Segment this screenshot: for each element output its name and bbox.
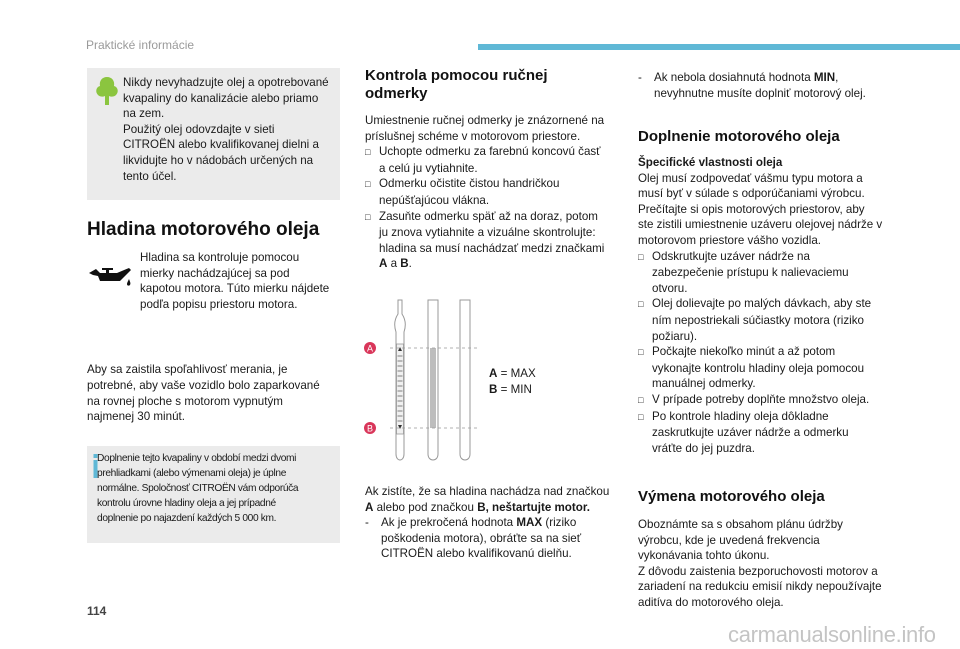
fill-step: □ Po kontrole hladiny oleja dôkladne zaskrutkujte uzáver nádrže a odmerku vráťte do jej puzdra. (638, 409, 849, 455)
marker-a-label: A (366, 343, 374, 354)
dipstick-instructions: Umiestnenie ručnej odmerky je znázornené na príslušnej schéme v motorovom priestore. □ Uchopte odmerku za farebnú koncovú časť a celú ju vytiahnite. □ Odmerku očistite čistou handričkou nepúšťajúcou vlákna. □ Zasuňte odmerku späť až na doraz, potom ju znova vytiahnite a vizuálne skontrolujte: hladina sa musí nachádzať medzi značkami A a B. (365, 114, 605, 271)
min-warning-text (638, 70, 898, 101)
dash-item: - Ak nebola dosiahnutá hodnota MIN, nevyhnutne musíte doplniť motorový olej. (638, 71, 866, 100)
dipstick-figure (360, 296, 490, 466)
fill-step: □ Odskrutkujte uzáver nádrže na zabezpečenie prístupu k nalievaciemu otvoru. (638, 249, 849, 295)
marker-b-label: B (366, 423, 374, 434)
fill-step: □ Olej dolievajte po malých dávkach, aby ste ním nepostriekali súčiastky motora (riziko požiaru). (638, 297, 872, 343)
oil-fill-instructions: Špecifické vlastnosti oleja Olej musí zodpovedať vášmu typu motora a musí byť v súlade s odporúčaniami výrobcu. Prečítajte si opis motorových priestorov, aby ste zistili umiestnenie uzáveru olejovej nádrže v motorovom priestore vášho vozidla. □ Odskrutkujte uzáver nádrže na zabezpečenie prístupu k nalievaciemu otvoru. □ Olej dolievajte po malých dávkach, aby ste ním nepostriekali súčiastky motora (riziko požiaru). □ Počkajte niekoľko minút a až potom vykonajte kontrolu hladiny oleja pomocou manuálnej odmerky. □ V prípade potreby doplňte množstvo oleja. □ Po kontrole hladiny oleja dôkladne zaskrutkujte uzáver nádrže a odmerku vráťte do jej puzdra. (638, 155, 898, 456)
bullet-icon: □ (365, 147, 371, 158)
info-note-text: Doplnenie tejto kvapaliny v období medzi dvomi prehliadkami (alebo výmenami oleja) je úplne normálne. Spoločnosť CITROËN vám odporúča kontrolu úrovne hladiny oleja a jej prípadné doplnenie po najazdení každých 5 000 km. (97, 453, 299, 524)
bullet-icon: □ (638, 394, 644, 405)
oil-level-heading: Hladina motorového oleja (87, 219, 320, 240)
dash-item: - Ak je prekročená hodnota MAX (riziko poškodenia motora), obráťte sa na sieť CITROËN alebo kvalifikovanú dielňu. (365, 516, 582, 561)
bullet-icon: □ (365, 179, 371, 190)
measurement-conditions-text: Aby sa zaistila spoľahlivosť merania, je potrebné, aby vaše vozidlo bolo zaparkované na rovnej ploche s motorom vypnutým najmenej 30 minút. (87, 363, 320, 424)
eco-leaf-icon (95, 76, 119, 106)
oil-fill-heading: Doplnenie motorového oleja (638, 128, 840, 145)
bullet-icon: □ (638, 251, 644, 262)
dipstick-result-text: Ak zistíte, že sa hladina nachádza nad značkou A alebo pod značkou B, neštartujte motor. - Ak je prekročená hodnota MAX (riziko poškodenia motora), obráťte sa na sieť CITROËN alebo kvalifikovanú dielňu. (365, 485, 610, 561)
dipstick-legend: A = MAX B = MIN (489, 367, 536, 396)
info-note-box (87, 446, 340, 543)
eco-note-text: Nikdy nevyhadzujte olej a opotrebované kvapaliny do kanalizácie alebo priamo na zem. Použitý olej odovzdajte v sieti CITROËN alebo kvalifikovanej dielni a likvidujte ho v nádobách určených na tento účel. (123, 76, 329, 183)
eco-note-box (87, 68, 340, 200)
watermark: carmanualsonline.info (728, 622, 936, 647)
oil-replace-text: Oboznámte sa s obsahom plánu údržby výrobcu, kde je uvedená frekvencia vykonávania tohto úkonu. Z dôvodu zaistenia bezporuchovosti motorov a zariadení na redukciu emisií nikdy nepoužívajte aditíva do motorového oleja. (638, 518, 882, 609)
fill-step: □ Počkajte niekoľko minút a až potom vykonajte kontrolu hladiny oleja pomocou manuálnej odmerky. (638, 345, 865, 391)
bullet-icon: □ (365, 211, 371, 222)
header-accent-bar (478, 44, 960, 50)
fill-step: □ V prípade potreby doplňte množstvo oleja. (638, 392, 898, 409)
dipstick-check-heading: Kontrola pomocou ručnej odmerky (365, 67, 548, 102)
oil-replace-heading: Výmena motorového oleja (638, 488, 825, 505)
dipstick-step: □ Uchopte odmerku za farebnú koncovú časť a celú ju vytiahnite. (365, 145, 601, 175)
bullet-icon: □ (638, 347, 644, 358)
dipstick-step: □ Odmerku očistite čistou handričkou nepúšťajúcou vlákna. (365, 177, 560, 207)
bullet-icon: □ (638, 411, 644, 422)
oil-can-icon (87, 265, 133, 289)
oil-level-intro: Hladina sa kontroluje pomocou mierky nachádzajúcej sa pod kapotou motora. Túto mierku nájdete podľa popisu priestoru motora. (140, 251, 330, 311)
bullet-icon: □ (638, 299, 644, 310)
section-header-title: Praktické informácie (86, 38, 195, 52)
dipstick-step: □ Zasuňte odmerku späť až na doraz, potom ju znova vytiahnite a vizuálne skontrolujte: hladina sa musí nachádzať medzi značkami A a B. (365, 209, 605, 271)
page-number: 114 (87, 604, 107, 618)
